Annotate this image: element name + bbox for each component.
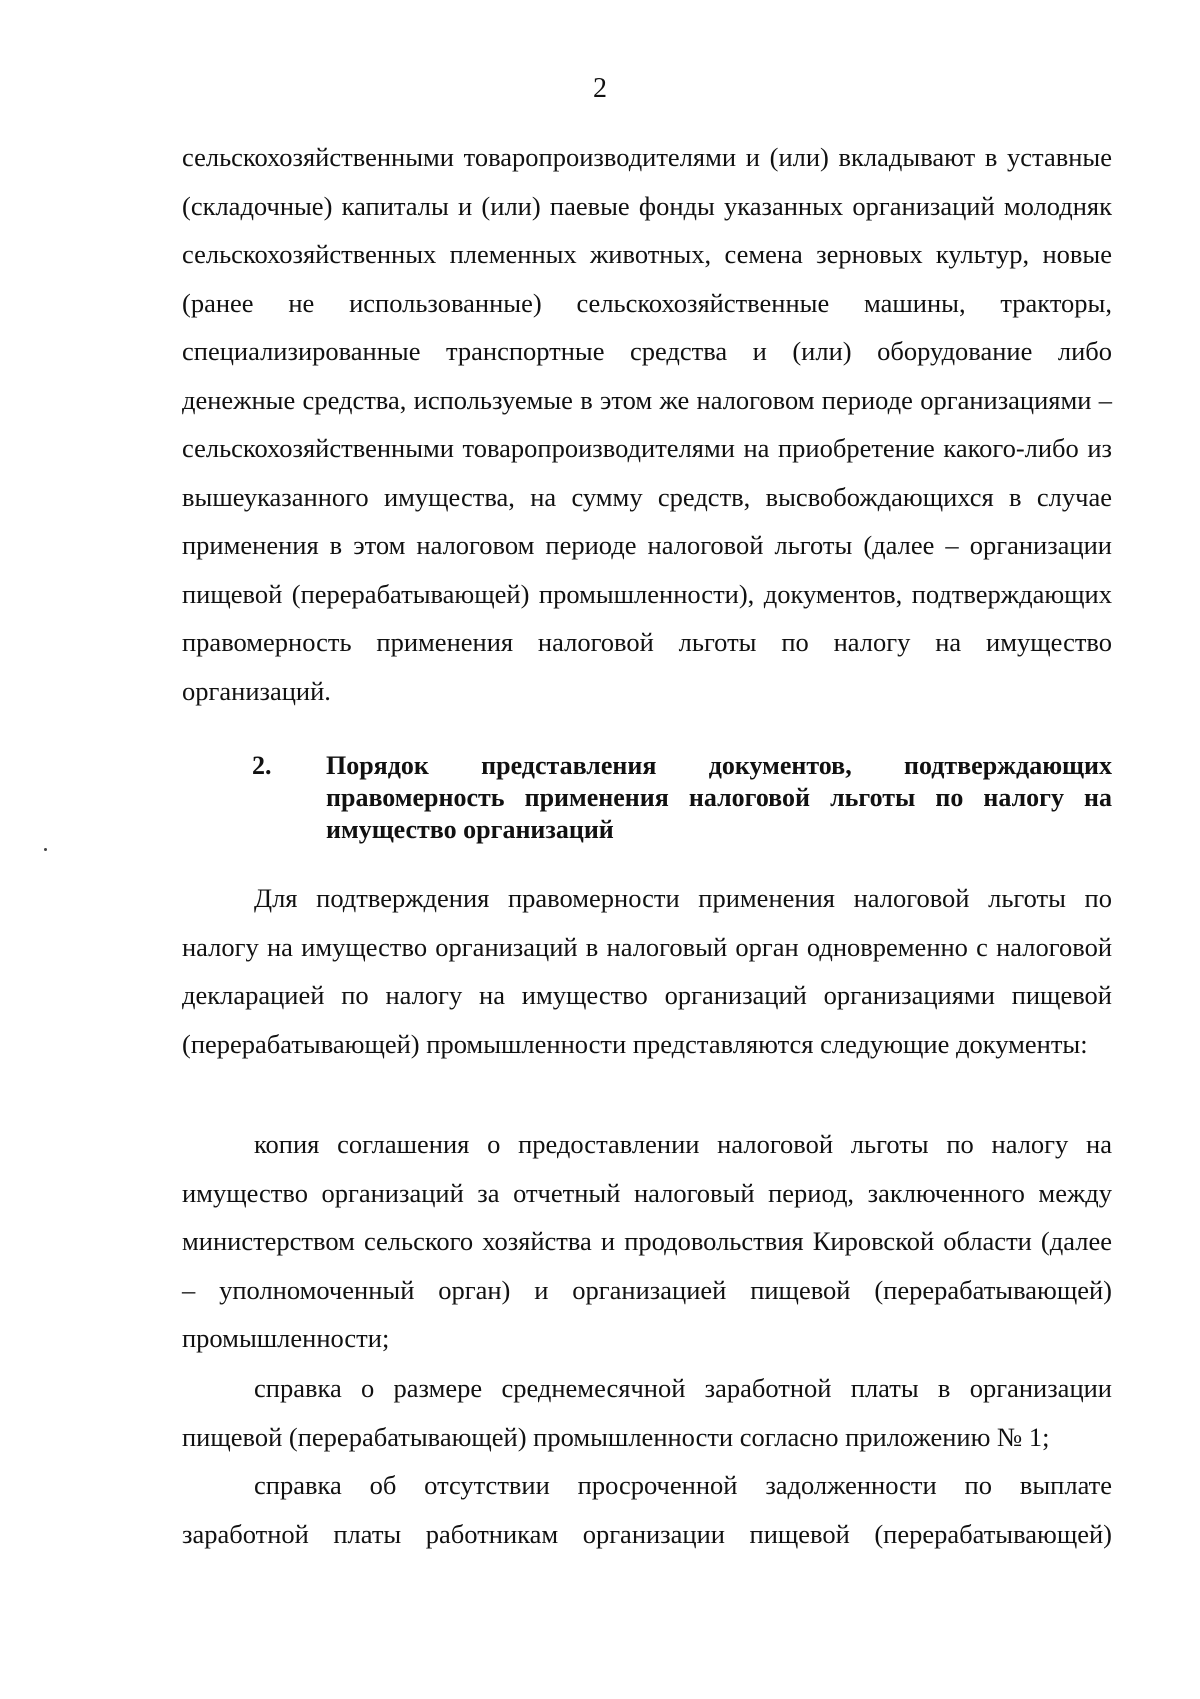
document-list-item: справка о размере среднемесячной заработной платы в организации пищевой (перерабатывающей) промышленности согласно приложению № 1; (182, 1373, 1112, 1452)
intro-paragraph: Для подтверждения правомерности применения налоговой льготы по налогу на имущество организаций в налоговый орган одновременно с налоговой декларацией по налогу на имущество организаций организациями пищевой (перерабатывающей) промышленности представляются следующие документы: (182, 883, 1112, 1059)
section-title: Порядок представления документов, подтверждающих правомерность применения налоговой льготы по налогу на имущество организаций (326, 751, 1112, 844)
scan-speck (44, 848, 47, 851)
document-list-item: копия соглашения о предоставлении налоговой льготы по налогу на имущество организаций за отчетный налоговый период, заключенного между министерством сельского хозяйства и продовольствия Кировской области (далее – уполномоченный орган) и организацией пищевой (перерабатывающей) промышленности; (182, 1129, 1112, 1353)
page-number: 2 (593, 73, 607, 104)
section-number: 2. (252, 751, 272, 780)
continuation-paragraph: сельскохозяйственными товаропроизводителями и (или) вкладывают в уставные (складочные) капиталы и (или) паевые фонды указанных организаций молодняк сельскохозяйственных племенных животных, семена зерновых культур, новые (ранее не использованные) сельскохозяйственные машины, тракторы, специализированные транспортные средства и (или) оборудование либо денежные средства, используемые в этом же налоговом периоде организациями – сельскохозяйственными товаропроизводителями на приобретение какого-либо из вышеуказанного имущества, на сумму средств, высвобождающихся в случае применения в этом налоговом периоде налоговой льготы (далее – организации пищевой (перерабатывающей) промышленности), документов, подтверждающих правомерность применения налоговой льготы по налогу на имущество организаций. (182, 142, 1112, 706)
document-list-item: справка об отсутствии просроченной задолженности по выплате заработной платы работникам организации пищевой (перерабатывающей) (182, 1470, 1112, 1549)
